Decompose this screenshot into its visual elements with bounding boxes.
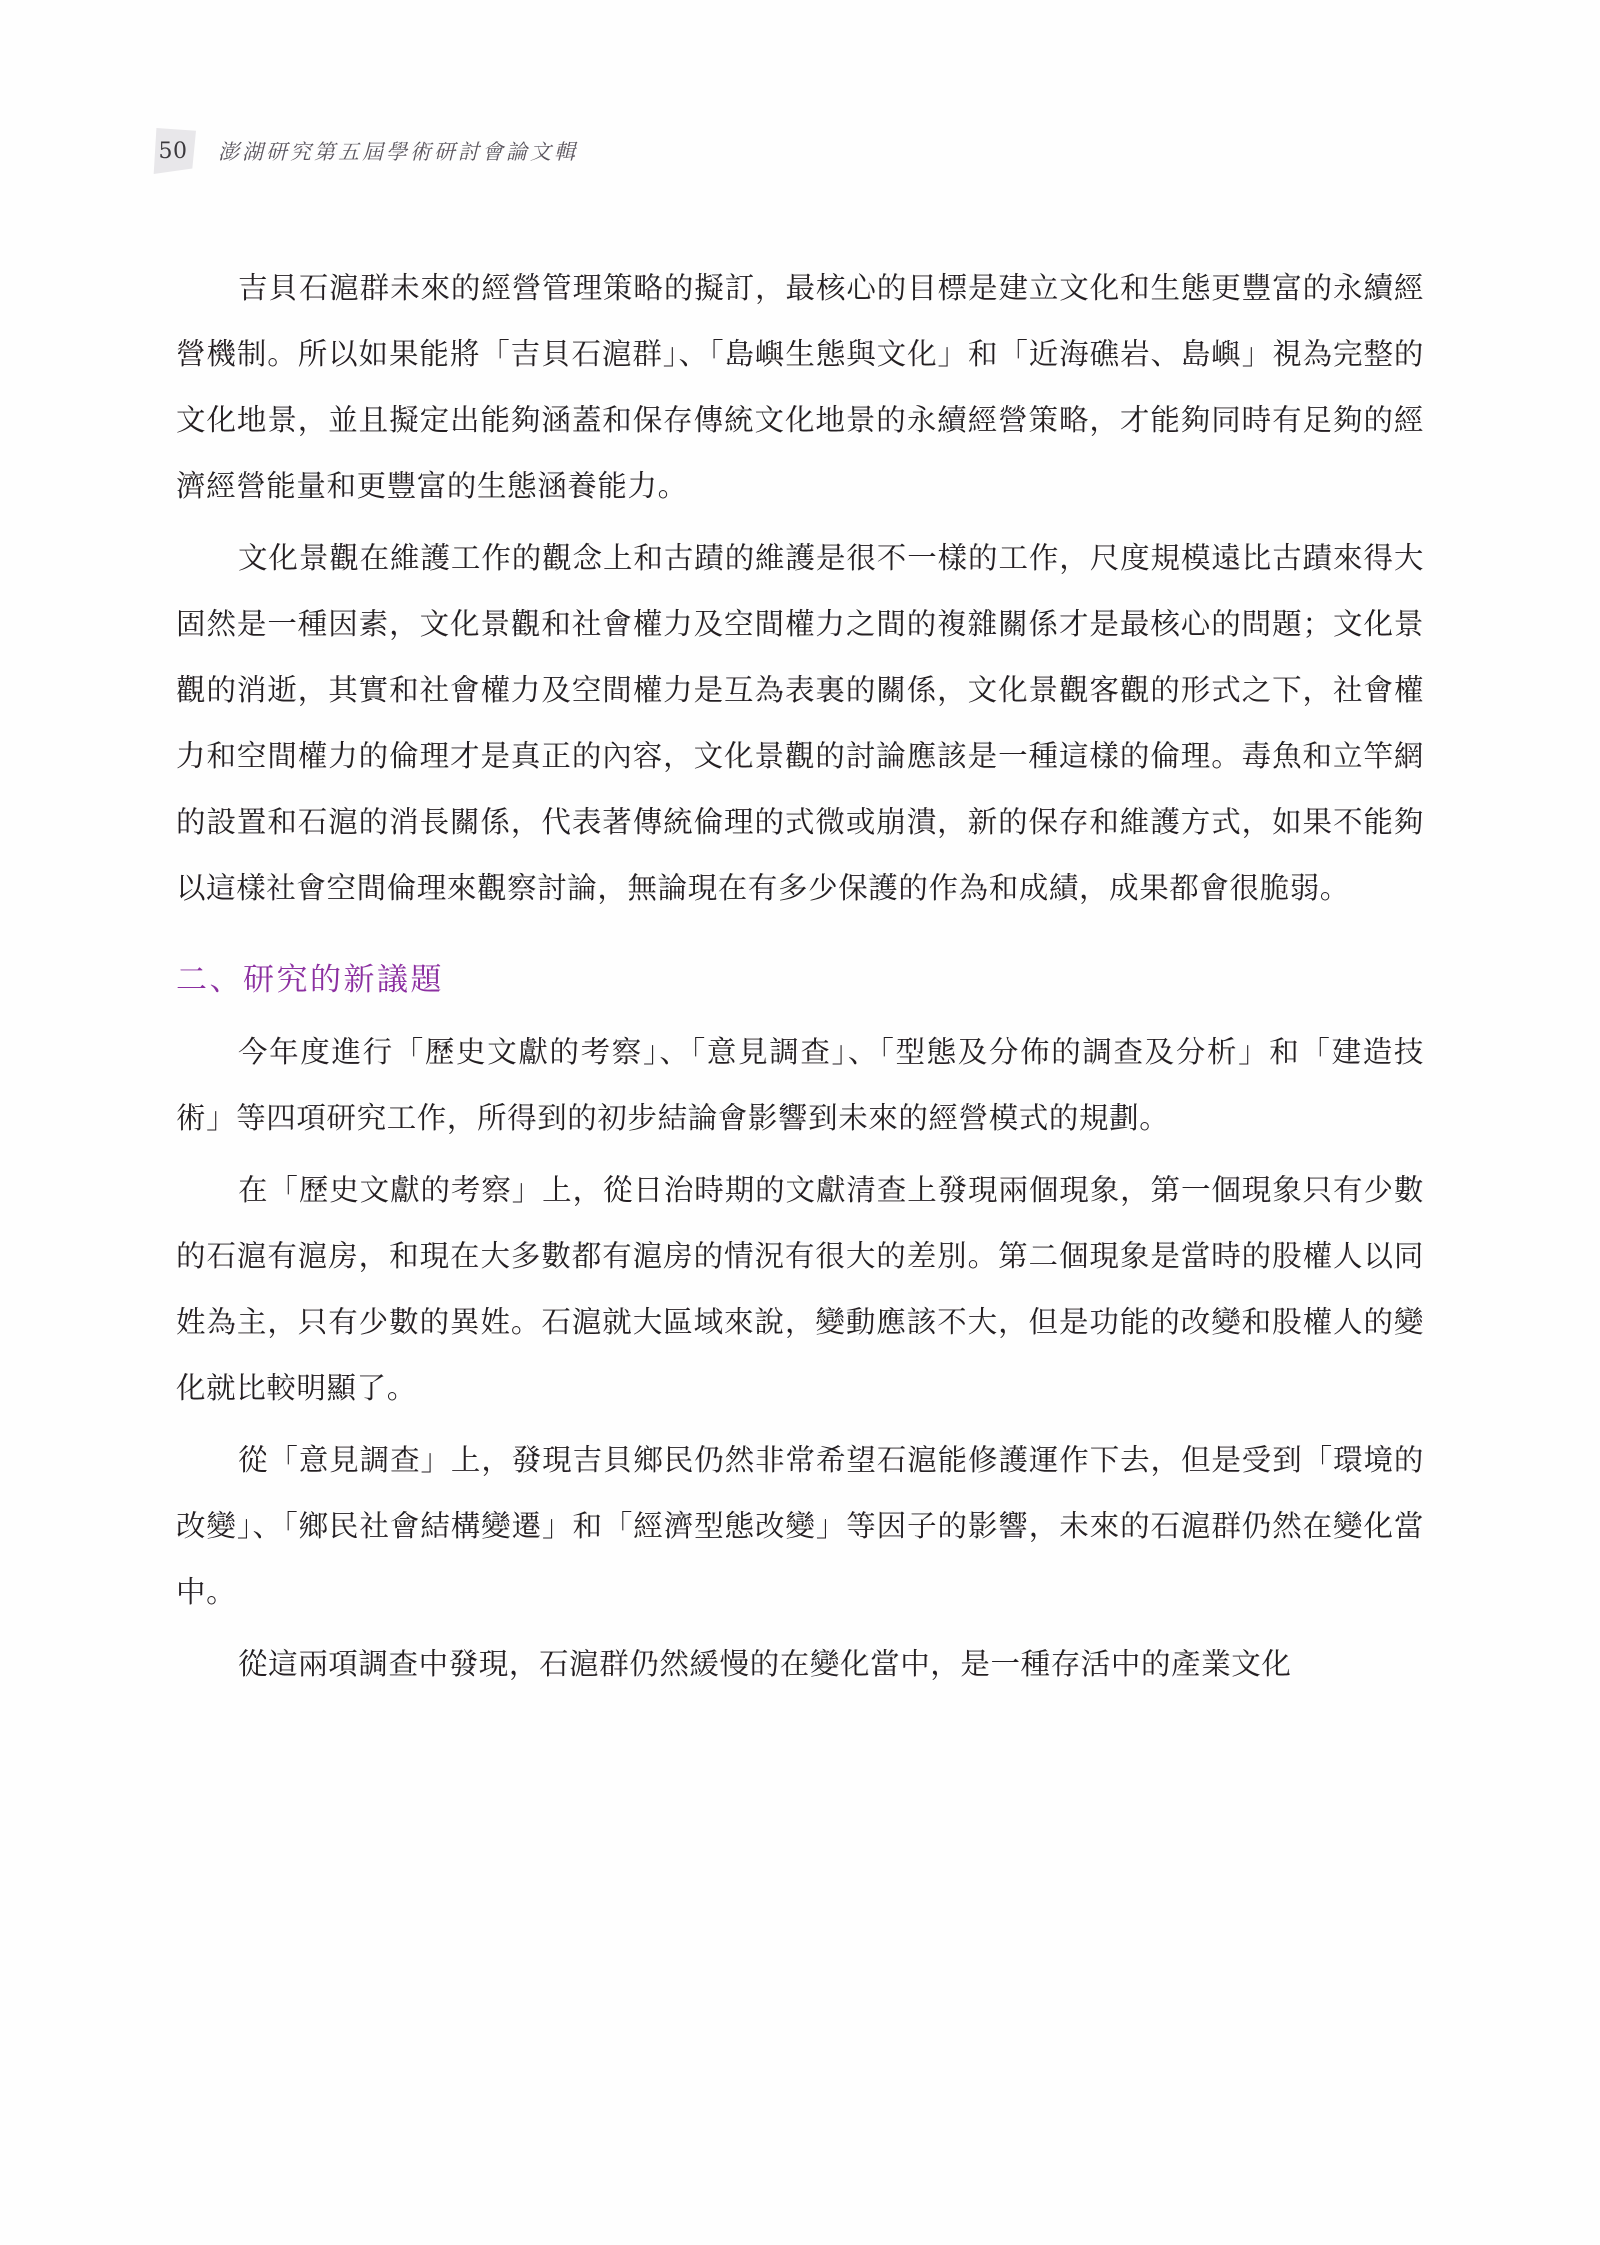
body-content xyxy=(176,255,1424,1697)
paragraph: 文化景觀在維護工作的觀念上和古蹟的維護是很不一樣的工作，尺度規模遠比古蹟來得大固然是一種因素，文化景觀和社會權力及空間權力之間的複雜關係才是最核心的問題；文化景觀的消逝，其實和社會權力及空間權力是互為表裏的關係，文化景觀客觀的形式之下，社會權力和空間權力的倫理才是真正的內容，文化景觀的討論應該是一種這樣的倫理。毒魚和立竿網的設置和石滬的消長關係，代表著傳統倫理的式微或崩潰，新的保存和維護方式，如果不能夠以這樣社會空間倫理來觀察討論，無論現在有多少保護的作為和成績，成果都會很脆弱。 xyxy=(176,541,1424,905)
running-header-title: 澎湖研究第五屆學術研討會論文輯 xyxy=(218,140,578,164)
page-number: 50 xyxy=(158,138,188,164)
paragraph: 在「歷史文獻的考察」上，從日治時期的文獻清查上發現兩個現象，第一個現象只有少數的石滬有滬房，和現在大多數都有滬房的情況有很大的差別。第二個現象是當時的股權人以同姓為主，只有少數的異姓。石滬就大區域來說，變動應該不大，但是功能的改變和股權人的變化就比較明顯了。 xyxy=(176,1173,1424,1405)
page-number-badge xyxy=(150,128,196,174)
paragraph: 吉貝石滬群未來的經營管理策略的擬訂，最核心的目標是建立文化和生態更豐富的永續經營機制。所以如果能將「吉貝石滬群」、「島嶼生態與文化」和「近海礁岩、島嶼」視為完整的文化地景，並且擬定出能夠涵蓋和保存傳統文化地景的永續經營策略，才能夠同時有足夠的經濟經營能量和更豐富的生態涵養能力。 xyxy=(176,271,1424,503)
paragraph: 從「意見調查」上，發現吉貝鄉民仍然非常希望石滬能修護運作下去，但是受到「環境的改變」、「鄉民社會結構變遷」和「經濟型態改變」等因子的影響，未來的石滬群仍然在變化當中。 xyxy=(176,1443,1424,1609)
running-header xyxy=(150,128,578,174)
section-heading: 二、研究的新議題 xyxy=(176,962,444,998)
paragraph: 今年度進行「歷史文獻的考察」、「意見調查」、「型態及分佈的調查及分析」和「建造技術」等四項研究工作，所得到的初步結論會影響到未來的經營模式的規劃。 xyxy=(176,1035,1424,1135)
paragraph: 從這兩項調查中發現，石滬群仍然緩慢的在變化當中，是一種存活中的產業文化 xyxy=(238,1647,1292,1681)
